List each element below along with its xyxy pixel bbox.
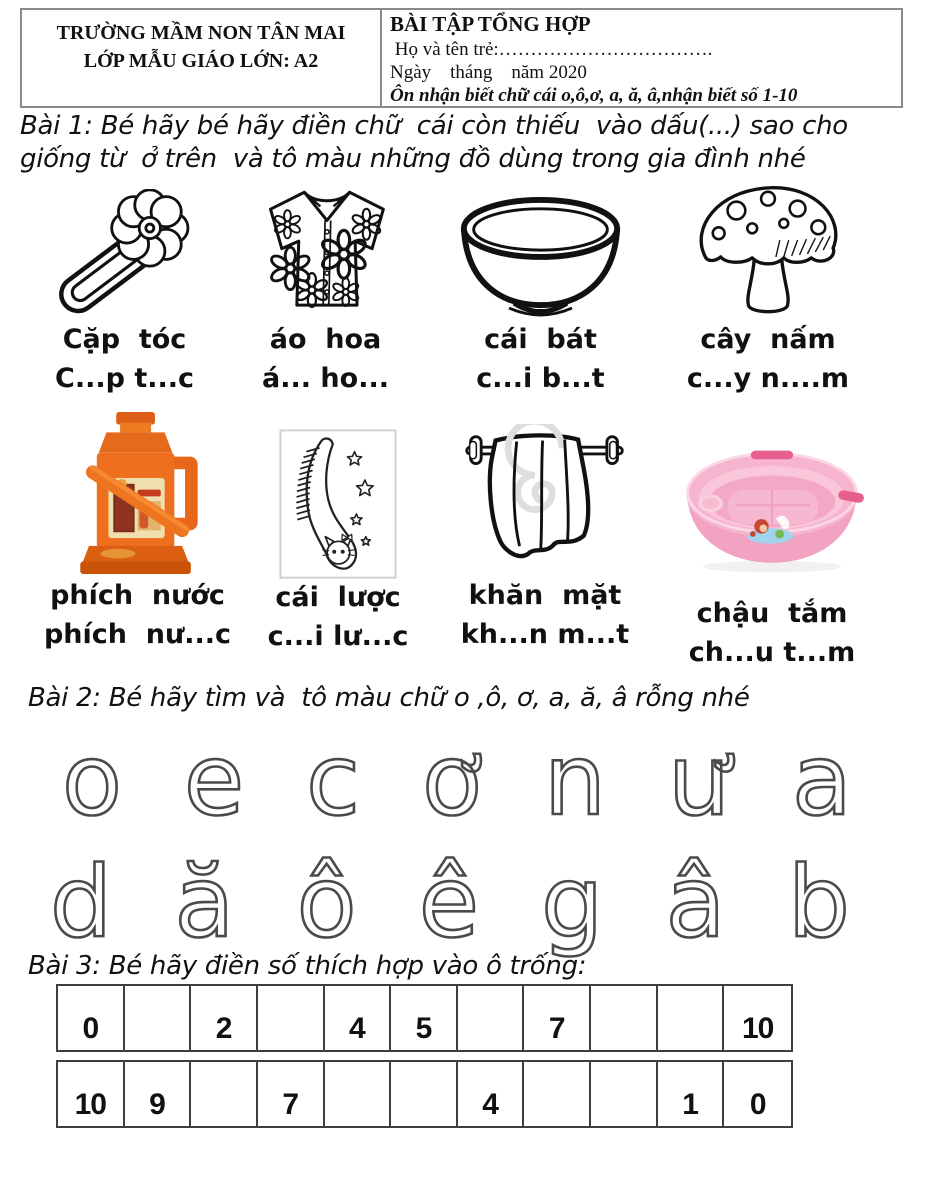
item-comb <box>248 410 428 654</box>
header-table <box>20 8 903 108</box>
item-fill-blank: c...y n....m <box>686 363 850 395</box>
number-cell <box>325 1062 392 1126</box>
item-word: cái lược <box>275 582 401 613</box>
exercise2-instruction: Bài 2: Bé hãy tìm và tô màu chữ o ,ô, ơ, a, ă, â rỗng nhé <box>28 683 750 713</box>
number-cell <box>125 986 192 1050</box>
outline-letter: c <box>306 724 360 838</box>
number-sequence-table-2 <box>56 1060 793 1128</box>
number-cell: 4 <box>325 986 392 1050</box>
outline-letters-row-2 <box>50 840 850 960</box>
face-towel-image <box>436 408 654 578</box>
date-line: Ngày tháng năm 2020 <box>390 61 587 83</box>
item-rice-bowl <box>438 172 643 396</box>
number-cell: 0 <box>749 1088 766 1121</box>
bath-basin-image <box>652 408 892 596</box>
item-word: phích nước <box>50 580 225 611</box>
item-fill-blank: c...i lư...c <box>267 621 409 653</box>
item-face-towel <box>436 408 654 652</box>
outline-letter: ơ <box>421 724 482 838</box>
number-cell <box>658 986 725 1050</box>
item-bath-basin <box>652 408 892 670</box>
header-school-cell <box>22 10 382 106</box>
item-fill-blank: á... ho... <box>262 363 389 395</box>
class-name: LỚP MẪU GIÁO LỚN: A2 <box>83 50 319 72</box>
outline-letters-row-1 <box>62 724 852 838</box>
topic-line: Ôn nhận biết chữ cái o,ô,ơ, a, ă, â,nhận biết số 1-10 <box>390 84 798 106</box>
mushroom-image <box>668 172 868 322</box>
item-hair-clip <box>22 172 227 396</box>
number-sequence-table-1 <box>56 984 793 1052</box>
outline-letter: b <box>787 846 850 960</box>
item-fill-blank: C...p t...c <box>55 363 194 395</box>
hair-clip-image <box>22 172 227 322</box>
outline-letter: ê <box>418 846 480 960</box>
item-fill-blank: kh...n m...t <box>460 619 630 651</box>
number-cell: 5 <box>391 986 458 1050</box>
item-fill-blank: phích nư...c <box>43 619 232 651</box>
number-cell <box>191 1062 258 1126</box>
number-cell <box>524 1062 591 1126</box>
item-thermos <box>30 408 245 652</box>
school-name: TRƯỜNG MẦM NON TÂN MAI <box>56 22 346 44</box>
number-cell: 9 <box>125 1062 192 1126</box>
number-cell: 10 <box>741 1012 774 1045</box>
header-info-cell <box>382 10 901 106</box>
item-word: Cặp tóc <box>62 324 187 355</box>
outline-letter: ô <box>296 846 357 960</box>
student-name-line: Họ và tên trẻ:……………………………. <box>390 38 713 60</box>
exercise3-instruction: Bài 3: Bé hãy điền số thích hợp vào ô trống: <box>28 951 587 981</box>
outline-letter: ư <box>667 724 730 838</box>
number-cell <box>458 986 525 1050</box>
number-cell: 7 <box>524 986 591 1050</box>
number-cell <box>258 986 325 1050</box>
number-cell: 4 <box>458 1062 525 1126</box>
outline-letter: g <box>541 846 604 960</box>
comb-image <box>248 410 428 580</box>
number-cell <box>391 1062 458 1126</box>
number-cell: 0 <box>58 986 125 1050</box>
number-cell: 7 <box>258 1062 325 1126</box>
item-word: khăn mặt <box>468 580 622 611</box>
outline-letter: â <box>665 846 726 960</box>
item-word: cái bát <box>484 324 597 355</box>
item-fill-blank: ch...u t...m <box>688 637 856 669</box>
outline-letter: e <box>183 724 245 838</box>
number-cell: 1 <box>658 1062 725 1126</box>
number-cell: 10 <box>58 1062 125 1126</box>
number-cell <box>591 1062 658 1126</box>
outline-letter: n <box>543 724 606 838</box>
outline-letter: ă <box>174 846 235 960</box>
item-word: cây nấm <box>700 324 836 355</box>
item-flower-shirt <box>238 172 413 396</box>
worksheet-title: BÀI TẬP TỔNG HỢP <box>390 12 591 36</box>
outline-letter: o <box>62 724 122 838</box>
number-cell: 2 <box>191 986 258 1050</box>
flower-shirt-image <box>238 172 413 322</box>
outline-letter: a <box>791 724 852 838</box>
thermos-image <box>30 408 245 578</box>
item-fill-blank: c...i b...t <box>476 363 605 395</box>
number-cell <box>591 986 658 1050</box>
item-mushroom <box>668 172 868 396</box>
exercise1-instruction: Bài 1: Bé hãy bé hãy điền chữ cái còn thiếu vào dấu(...) sao cho giống từ ở trên và tô màu những đồ dùng trong gia đình nhé <box>20 111 856 175</box>
rice-bowl-image <box>438 172 643 322</box>
outline-letter: d <box>50 846 113 960</box>
item-word: áo hoa <box>269 324 382 355</box>
item-word: chậu tắm <box>696 598 848 629</box>
